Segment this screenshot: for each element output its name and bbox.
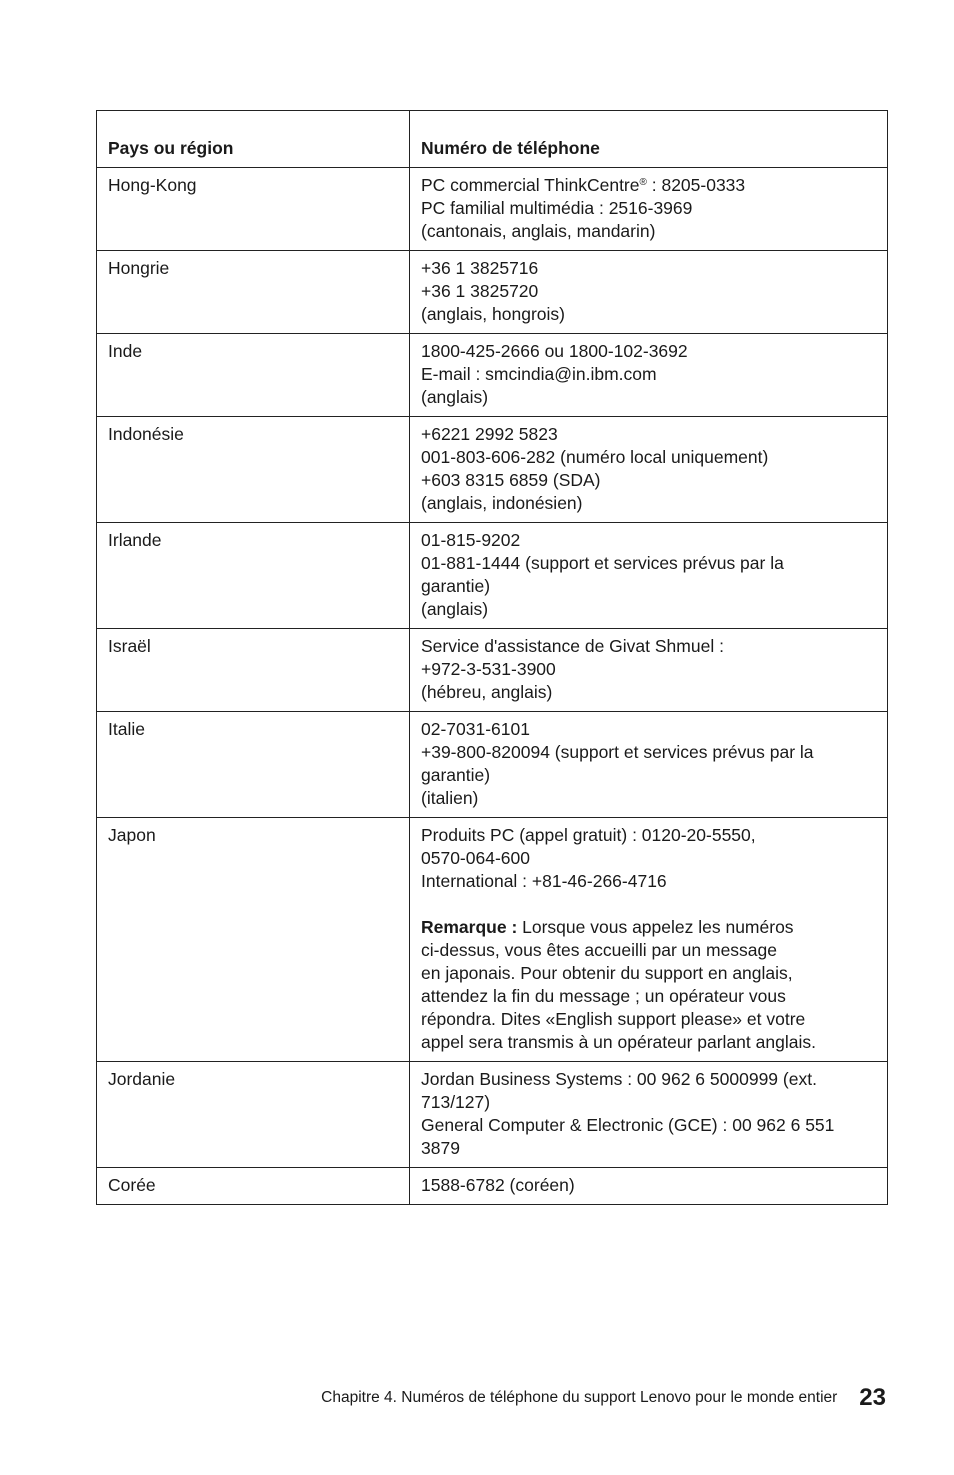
phone-cell — [410, 818, 888, 1062]
country-cell: Irlande — [97, 523, 410, 629]
phone-line: 1800-425-2666 ou 1800-102-3692 — [421, 341, 688, 361]
phone-line: 0570-064-600 — [421, 848, 530, 868]
phone-line: Produits PC (appel gratuit) : 0120-20-5550, — [421, 825, 756, 845]
phone-line: (anglais, hongrois) — [421, 304, 565, 324]
country-cell: Inde — [97, 334, 410, 417]
header-country: Pays ou région — [97, 111, 410, 168]
note-line: répondra. Dites «English support please» et votre — [421, 1009, 806, 1029]
country-cell: Hong-Kong — [97, 168, 410, 251]
table-row — [97, 334, 888, 417]
header-phone: Numéro de téléphone — [410, 111, 888, 168]
table-row — [97, 1062, 888, 1168]
phone-line: 3879 — [421, 1138, 460, 1158]
table-row — [97, 818, 888, 1062]
phone-line: 1588-6782 (coréen) — [421, 1175, 575, 1195]
note-line: en japonais. Pour obtenir du support en anglais, — [421, 963, 793, 983]
table-header-row — [97, 111, 888, 168]
phone-cell — [410, 417, 888, 523]
phone-line: +972-3-531-3900 — [421, 659, 556, 679]
phone-line: 001-803-606-282 (numéro local uniquement) — [421, 447, 769, 467]
table-row — [97, 168, 888, 251]
phone-line: 01-815-9202 — [421, 530, 521, 550]
phone-cell — [410, 523, 888, 629]
table-row — [97, 712, 888, 818]
country-cell: Israël — [97, 629, 410, 712]
phone-line: +36 1 3825720 — [421, 281, 539, 301]
table-row — [97, 417, 888, 523]
phone-line: +36 1 3825716 — [421, 258, 539, 278]
phone-line: 01-881-1444 (support et services prévus par la — [421, 553, 784, 573]
phone-line: +603 8315 6859 (SDA) — [421, 470, 601, 490]
country-cell: Hongrie — [97, 251, 410, 334]
note-line: appel sera transmis à un opérateur parlant anglais. — [421, 1032, 816, 1052]
phone-cell — [410, 251, 888, 334]
note-label: Remarque : — [421, 917, 518, 937]
phone-line: 713/127) — [421, 1092, 491, 1112]
phone-line: garantie) — [421, 576, 491, 596]
email-line: E-mail : smcindia@in.ibm.com — [421, 364, 657, 384]
phone-line: (cantonais, anglais, mandarin) — [421, 221, 656, 241]
spacer — [421, 893, 877, 916]
table-row — [97, 1168, 888, 1205]
phone-line: (hébreu, anglais) — [421, 682, 553, 702]
registered-trademark-mark: ® — [639, 177, 647, 188]
phone-line: General Computer & Electronic (GCE) : 00 962 6 551 — [421, 1115, 835, 1135]
page-footer — [0, 1384, 886, 1412]
chapter-title: Chapitre 4. Numéros de téléphone du support Lenovo pour le monde entier — [321, 1389, 838, 1406]
table-row — [97, 523, 888, 629]
country-cell: Corée — [97, 1168, 410, 1205]
phone-line: garantie) — [421, 765, 491, 785]
page-number: 23 — [859, 1384, 886, 1411]
phone-line: Jordan Business Systems : 00 962 6 5000999 (ext. — [421, 1069, 817, 1089]
note-line: ci-dessus, vous êtes accueilli par un message — [421, 940, 778, 960]
phone-line: International : +81-46-266-4716 — [421, 871, 667, 891]
phone-line: (anglais, indonésien) — [421, 493, 583, 513]
note-line: Remarque : Lorsque vous appelez les numéros — [421, 917, 794, 937]
country-cell: Japon — [97, 818, 410, 1062]
phone-cell — [410, 1062, 888, 1168]
country-cell: Italie — [97, 712, 410, 818]
phone-cell — [410, 629, 888, 712]
country-cell: Jordanie — [97, 1062, 410, 1168]
table-row — [97, 629, 888, 712]
phone-line: Service d'assistance de Givat Shmuel : — [421, 636, 724, 656]
phone-line: +39-800-820094 (support et services prévus par la — [421, 742, 814, 762]
phone-cell — [410, 1168, 888, 1205]
phone-cell — [410, 712, 888, 818]
phone-line: (italien) — [421, 788, 479, 808]
table-row — [97, 251, 888, 334]
phone-line: +6221 2992 5823 — [421, 424, 558, 444]
phone-line: PC familial multimédia : 2516-3969 — [421, 198, 693, 218]
phone-line: PC commercial ThinkCentre® : 8205-0333 — [421, 175, 746, 195]
country-cell: Indonésie — [97, 417, 410, 523]
phone-line: (anglais) — [421, 599, 489, 619]
phone-support-table — [96, 110, 888, 1205]
note-line: attendez la fin du message ; un opérateur vous — [421, 986, 786, 1006]
phone-line: 02-7031-6101 — [421, 719, 530, 739]
phone-cell — [410, 334, 888, 417]
phone-line: (anglais) — [421, 387, 489, 407]
phone-cell — [410, 168, 888, 251]
